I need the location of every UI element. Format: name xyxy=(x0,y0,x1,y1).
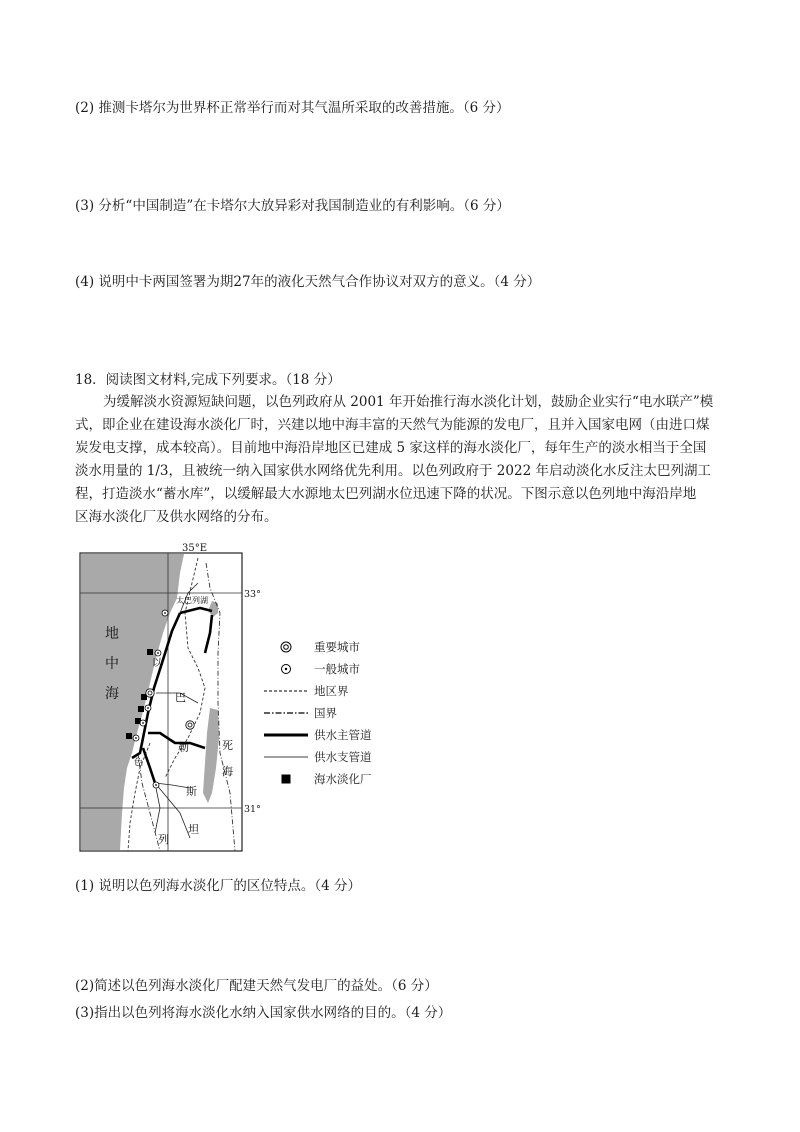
material-line: 程，打造淡水“蓄水库”，以缓解最大水源地太巴列湖水位迅速下降的状况。下图示意以色列地中海沿岸地 xyxy=(75,486,697,502)
lat-label-bottom: 31° xyxy=(244,804,261,815)
legend-item xyxy=(264,768,372,790)
question-17-2: (2) 推测卡塔尔为世界杯正常举行而对其气温所采取的改善措施。（6 分） xyxy=(75,100,510,116)
question-18-3: (3)指出以色列将海水淡化水纳入国家供水网络的目的。（4 分） xyxy=(75,1005,452,1021)
minor-city xyxy=(162,610,168,616)
map-legend xyxy=(264,636,372,790)
question-17-3: (3) 分析“中国制造”在卡塔尔大放异彩对我国制造业的有利影响。（6 分） xyxy=(75,198,510,214)
region-label-4: 坦 xyxy=(188,823,199,836)
lon-label: 35°E xyxy=(182,543,208,554)
legend-label: 一般城市 xyxy=(314,662,360,676)
desalination-plant xyxy=(126,733,132,739)
question-18-material xyxy=(75,391,735,529)
material-line: 为缓解淡水资源短缺问题，以色列政府从 2001 年开始推行海水淡化计划，鼓励企业实行“电水联产”模 xyxy=(103,394,714,410)
desalination-plant xyxy=(147,649,153,655)
legend-label: 海水淡化厂 xyxy=(314,772,372,786)
minor-city xyxy=(145,705,151,711)
question-17-4: (4) 说明中卡两国签署为期27年的液化天然气合作协议对双方的意义。（4 分） xyxy=(75,274,541,290)
main-pipeline-icon xyxy=(264,728,308,742)
legend-label: 供水主管道 xyxy=(314,728,372,742)
sea-label-3: 海 xyxy=(105,686,119,702)
legend-item xyxy=(264,636,372,658)
region-boundary-icon xyxy=(264,684,308,698)
region-label-3: 斯 xyxy=(186,785,197,798)
question-18-2: (2)简述以色列海水淡化厂配建天然气发电厂的益处。（6 分） xyxy=(75,978,438,994)
sea-label-2: 中 xyxy=(105,656,119,672)
major-city xyxy=(186,721,194,729)
minor-city-icon xyxy=(264,662,308,676)
legend-label: 国界 xyxy=(314,706,337,720)
material-line: 区海水淡化厂及供水网络的分布。 xyxy=(75,509,278,525)
material-line: 式，即企业在建设海水淡化厂时，兴建以地中海丰富的天然气为能源的发电厂，且并入国家电网（由进口煤 xyxy=(75,417,710,433)
deadsea-label-2: 海 xyxy=(222,765,233,778)
question-18-title: 18．阅读图文材料,完成下列要求。（18 分） xyxy=(75,372,341,388)
minor-city xyxy=(133,735,139,741)
material-line: 淡水用量的 1/3，且被统一纳入国家供水网络优先利用。以色列政府于 2022 年启动淡化水反注太巴列湖工 xyxy=(75,463,711,479)
country-label-bottom-2: 列 xyxy=(158,833,169,846)
sea-label-1: 地 xyxy=(105,626,119,642)
national-border-icon xyxy=(264,706,308,720)
legend-item xyxy=(264,746,372,768)
legend-item xyxy=(264,702,372,724)
country-label-top: 以 xyxy=(152,658,162,669)
lake-label: 太巴列湖 xyxy=(176,596,208,605)
major-city xyxy=(146,689,154,697)
israel-desalination-map xyxy=(80,543,268,853)
minor-city xyxy=(140,720,146,726)
material-line: 炭发电支撑，成本较高）。目前地中海沿岸地区已建成 5 家这样的海水淡化厂，每年生产的淡水相当于全国 xyxy=(75,440,707,456)
legend-item xyxy=(264,658,372,680)
legend-item xyxy=(264,724,372,746)
legend-item xyxy=(264,680,372,702)
region-label-2: 勒 xyxy=(178,741,189,754)
desalination-plant xyxy=(138,706,144,712)
minor-city xyxy=(155,650,161,656)
desalination-plant-icon xyxy=(264,772,308,786)
legend-label: 供水支管道 xyxy=(314,750,372,764)
major-city-icon xyxy=(264,640,308,654)
legend-label: 地区界 xyxy=(314,684,349,698)
legend-label: 重要城市 xyxy=(314,640,360,654)
minor-city xyxy=(153,782,159,788)
question-18-1: (1) 说明以色列海水淡化厂的区位特点。（4 分） xyxy=(75,878,362,894)
lat-label-top: 33° xyxy=(244,589,261,600)
branch-pipeline-icon xyxy=(264,750,308,764)
country-label-bottom-1: 色 xyxy=(134,758,144,768)
deadsea-label-1: 死 xyxy=(222,739,233,752)
region-label-1: 巴 xyxy=(175,691,186,704)
